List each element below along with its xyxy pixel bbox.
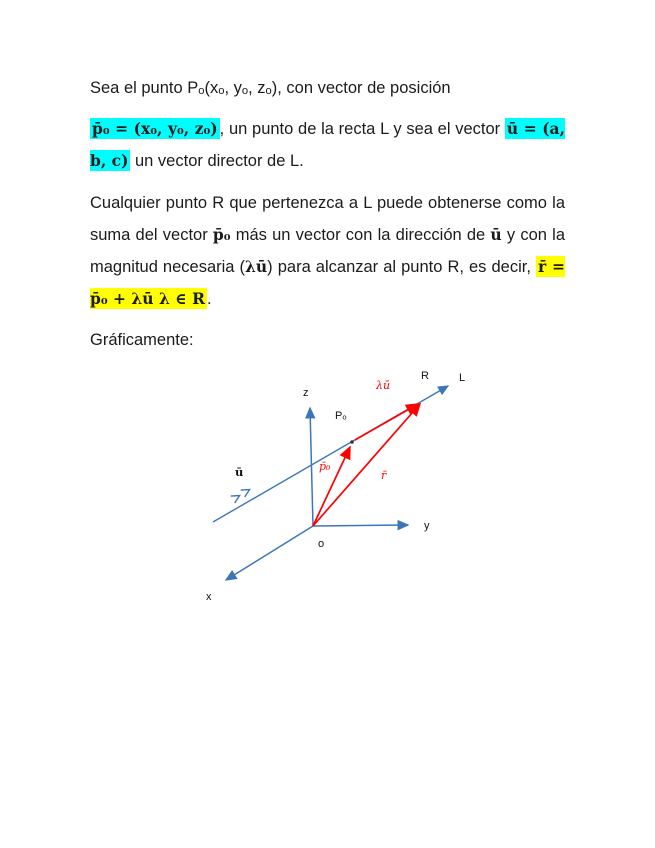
formula-p0-highlight: p̄₀ = (x₀, y₀, z₀) xyxy=(92,119,218,139)
vector-line-diagram xyxy=(90,366,565,618)
intro-text: Sea el punto Pₒ(xₒ, yₒ, zₒ), con vector de posición xyxy=(90,79,451,97)
label-point-p0: Pₒ xyxy=(335,410,347,423)
paragraph-definition xyxy=(90,113,565,177)
formula-r-highlight: r̄ = p̄₀ + λū λ ∈ R xyxy=(90,256,565,309)
definition-text-1: , un punto de la recta L y sea el vector xyxy=(219,120,505,139)
definition-text-2: un vector director de L. xyxy=(130,152,304,171)
label-z: z xyxy=(303,387,309,400)
paragraph-graphically xyxy=(90,324,565,356)
label-y: y xyxy=(424,520,430,533)
label-origin: o xyxy=(318,538,325,551)
label-u-vector: ū xyxy=(235,465,244,480)
label-point-R: R xyxy=(421,370,429,383)
point-p0-dot xyxy=(350,441,354,445)
inline-math-u: ū xyxy=(490,224,502,244)
derivation-text-5: . xyxy=(206,290,212,309)
z-axis-line xyxy=(310,408,313,526)
u-direction-chevron-icon xyxy=(241,486,252,497)
figure-container xyxy=(90,366,565,623)
derivation-text-3: y con la magnitud necesaria ( xyxy=(90,225,565,276)
paragraph-derivation xyxy=(90,187,565,316)
y-axis-line xyxy=(313,525,408,526)
derivation-text-1: Cualquier punto R que pertenezca a L puede obtenerse como la suma del vector xyxy=(90,193,565,244)
label-line-L: L xyxy=(459,372,466,385)
u-direction-chevron-icon xyxy=(231,492,242,503)
x-axis-line xyxy=(226,526,313,580)
derivation-text-2: más un vector con la dirección de xyxy=(230,225,491,244)
inline-math-p0: p̄₀ xyxy=(212,224,231,244)
derivation-text-4: ) para alcanzar al punto R, es decir, xyxy=(267,257,536,276)
vector-p0-arrow xyxy=(313,447,350,526)
label-x: x xyxy=(206,591,212,604)
inline-math-lambda-u: λū xyxy=(245,256,268,276)
label-vector-r: r̄ xyxy=(381,469,387,483)
label-lambda-u: λū xyxy=(376,379,391,393)
vector-lambda-u-arrow xyxy=(355,404,418,440)
graphically-label: Gráficamente: xyxy=(90,331,194,350)
paragraph-intro xyxy=(90,72,565,104)
label-vector-p0: p̄₀ xyxy=(319,460,331,474)
formula-u-highlight: ū = (a, b, c) xyxy=(90,119,565,171)
